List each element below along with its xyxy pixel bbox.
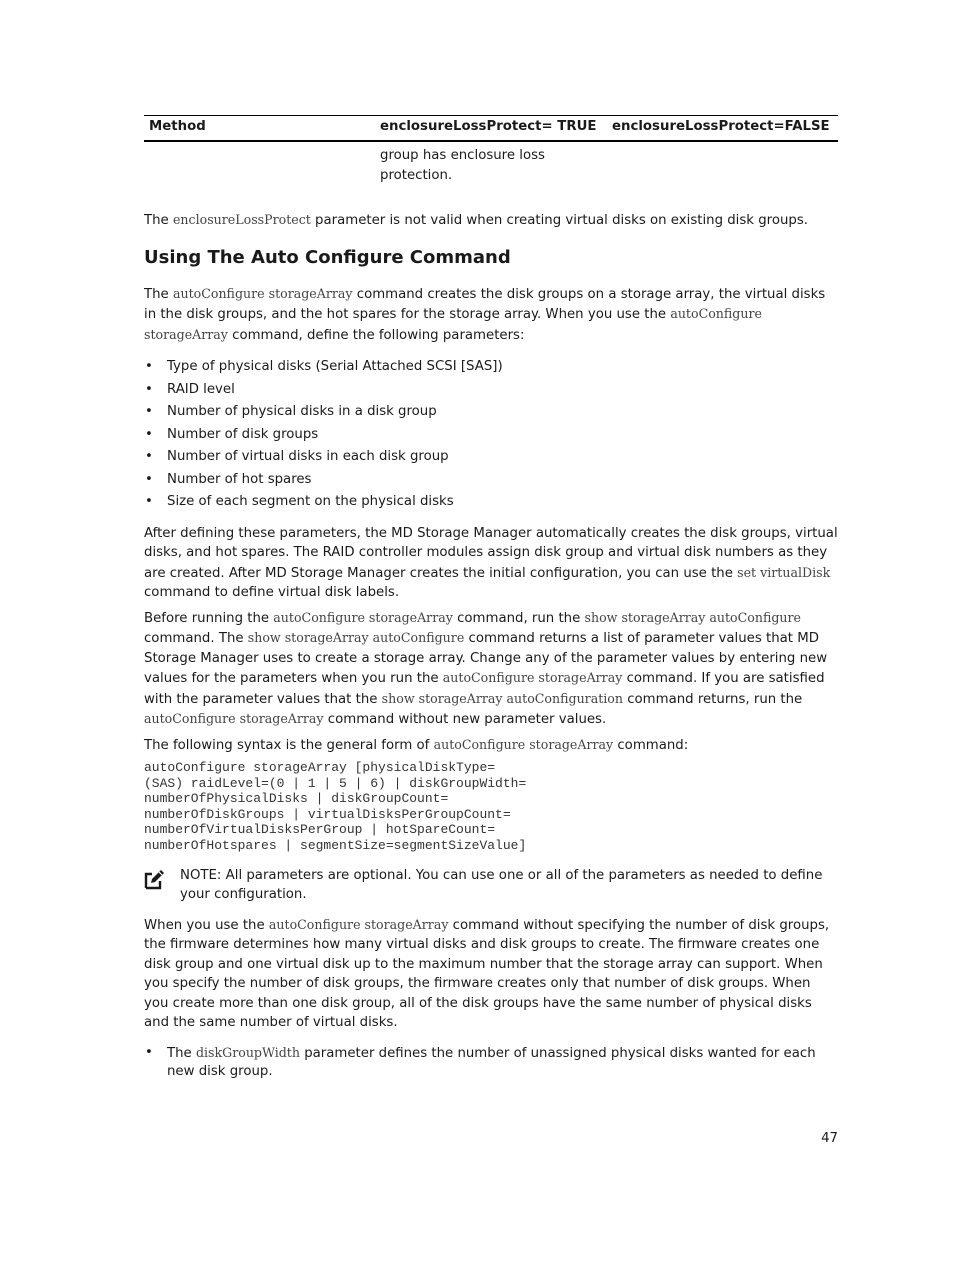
list-item: • Number of physical disks in a disk group [144,401,838,424]
list-item: • The diskGroupWidth parameter defines the number of unassigned physical disks wanted for each new disk group. [144,1044,838,1081]
inline-code: autoConfigure storageArray [144,711,324,726]
list-item: • Number of disk groups [144,424,838,447]
table-cell [607,141,838,190]
table-header-false: enclosureLossProtect=FALSE [607,116,838,142]
inline-code: autoConfigure storageArray [433,736,614,752]
list-item: • Number of hot spares [144,469,838,492]
inline-code: autoConfigure storageArray [144,306,762,342]
method-table [144,115,838,190]
paragraph-syntax: The following syntax is the general form of autoConfigure storageArray command: [144,736,689,753]
paragraph-when-you-use: When you use the autoConfigure storageArray command without specifying the number of disk groups, the firmware determines how many virtual disks and disk groups to create. The firmware creates one disk group and one virtual disk up to the maximum number that the storage array can support. When you specify the number of disk groups, the firmware creates only that number of disk groups. When you create more than one disk group, all of the disk groups have the same number of physical disks and the same number of virtual disks. [144,916,830,1031]
parameter-list [144,356,838,514]
inline-code: diskGroupWidth [195,1044,300,1060]
list-item: • Number of virtual disks in each disk group [144,446,838,469]
inline-code: set virtualDisk [737,564,831,580]
inline-code: show storageArray autoConfigure [584,609,802,625]
disk-group-width-list [144,1044,838,1081]
inline-code: autoConfigure storageArray [172,285,353,301]
table-cell: group has enclosure loss protection. [380,148,545,183]
table-row [144,141,838,190]
note-text: NOTE: All parameters are optional. You can use one or all of the parameters as needed to define your configuration. [180,867,823,903]
inline-code: autoConfigure storageArray [442,670,623,685]
inline-code: autoConfigure storageArray [273,609,453,625]
inline-code: autoConfigure storageArray [268,916,449,932]
list-item: • Size of each segment on the physical disks [144,491,838,514]
table-cell [144,141,375,190]
table-header-true: enclosureLossProtect= TRUE [375,116,607,142]
note-box [144,866,838,905]
code-block: autoConfigure storageArray [physicalDiskType= (SAS) raidLevel=(0 | 1 | 5 | 6) | diskGroupWidth= numberOfPhysicalDisks | diskGroupCount= numberOfDiskGroups | virtualDisksPerGroupCount= numberOfVirtualDisksPerGroup | hotSpareCount= numberOfHotspares | segmentSize=segmentSizeValue] [144,760,527,853]
note-label: NOTE: [180,867,222,883]
paragraph-intro: The autoConfigure storageArray command creates the disk groups on a storage array, the virtual disks in the disk groups, and the hot spares for the storage array. When you use the autoConfigure storageArray command, define the following parameters: [144,285,826,343]
table-header-method: Method [144,116,375,142]
section-heading: Using The Auto Configure Command [144,246,511,268]
paragraph-after-defining: After defining these parameters, the MD Storage Manager automatically creates the disk groups, virtual disks, and hot spares. The RAID controller modules assign disk group and virtual disk numbers as they are created. After MD Storage Manager creates the initial configuration, you can use the set virtualDisk command to define virtual disk labels. [144,525,838,600]
list-item: • RAID level [144,379,838,402]
inline-code: enclosureLossProtect [172,212,311,227]
pencil-note-icon [144,868,166,890]
page-content [144,115,838,1081]
page-number: 47 [821,1131,838,1146]
paragraph-enclosure-note: The enclosureLossProtect parameter is not valid when creating virtual disks on existing disk groups. [144,212,809,228]
inline-code: show storageArray autoConfigure [247,630,465,645]
list-item: • Type of physical disks (Serial Attached SCSI [SAS]) [144,356,838,379]
paragraph-before-running: Before running the autoConfigure storageArray command, run the show storageArray autoConfigure command. The show storageArray autoConfigure command returns a list of parameter values that MD Storage Manager uses to create a storage array. Change any of the parameter values by entering new values for the parameters when you run the autoConfigure storageArray command. If you are satisfied with the parameter values that the show storageArray autoConfiguration command returns, run the autoConfigure storageArray command without new parameter values. [144,609,828,727]
table-header-row [144,116,838,142]
inline-code: show storageArray autoConfiguration [381,690,623,706]
